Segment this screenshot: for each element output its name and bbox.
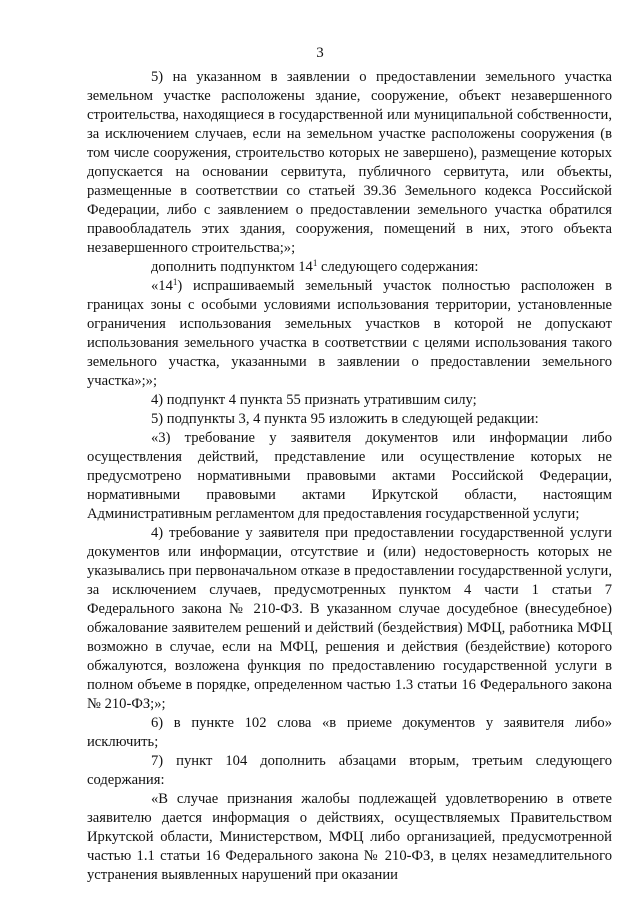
paragraph-item-6-text: 6) в пункте 102 слова «в приеме документов у заявителя либо» исключить; (87, 715, 612, 750)
paragraph-complaint-text: «В случае признания жалобы подлежащей удовлетворению в ответе заявителю дается информация о действиях, осуществляемых Правительством Иркутской области, Министерством, МФЦ либо организацией, предусмотренной частью 1.1 статьи 16 Федерального закона № 210-ФЗ, в целях незамедлительного устранения выявленных нарушений при оказании (87, 791, 612, 883)
superscript-1: 1 (312, 258, 318, 268)
paragraph-item-5-edit-text: 5) подпункты 3, 4 пункта 95 изложить в следующей редакции: (151, 411, 539, 427)
document-body (87, 68, 612, 885)
paragraph-subitem-3-text: «3) требование у заявителя документов или информации либо осуществления действий, представление или осуществление которых не предусмотрено нормативными правовыми актами Российской Федерации, нормативными правовыми актами Иркутской области, настоящим Административным регламентом для предоставления государственной услуги; (87, 430, 612, 522)
page-number: 3 (316, 45, 324, 61)
paragraph-14-1-content-text: «$14^1$) испрашиваемый земельный участок полностью расположен в границах зоны с особыми условиями использования территории, установленные ограничения использования земельных участков в которой не допускают использования земельного участка в соответствии с целями использования такого земельного участка, указанными в заявлении о предоставлении земельного участка»;»; (87, 277, 612, 389)
paragraph-item-4-text: 4) подпункт 4 пункта 55 признать утратившим силу; (151, 392, 477, 408)
paragraph-item-7-text: 7) пункт 104 дополнить абзацами вторым, третьим следующего содержания: (87, 753, 612, 788)
paragraph-item-5-text: 5) на указанном в заявлении о предоставлении земельного участка земельном участке расположены здание, сооружение, объект незавершенного строительства, находящиеся в государственной или муниципальной собственности, за исключением случаев, если на земельном участке расположены сооружения (в том числе сооружения, строительство которых не завершено), размещение которых допускается на основании сервитута, публичного сервитута, или объекты, размещенные в соответствии со статьей 39.36 Земельного кодекса Российской Федерации, либо с заявлением о предоставлении земельного участка обратился правообладатель этих здания, сооружения, помещений в них, этого объекта незавершенного строительства;»; (87, 69, 612, 256)
superscript-1: 1 (172, 277, 178, 287)
paragraph-subitem-4-text: 4) требование у заявителя при предоставлении государственной услуги документов или информации, отсутствие и (или) недостоверность которых не указывались при первоначальном отказе в предоставлении государственной услуги, за исключением случаев, предусмотренных пунктом 4 части 1 статьи 7 Федерального закона № 210-ФЗ. В указанном случае досудебное (внесудебное) обжалование заявителем решений и действий (бездействия) МФЦ, работника МФЦ возможно в случае, если на МФЦ, решения и действия (бездействие) которого обжалуются, возложена функция по предоставлению государственной услуги в полном объеме в порядке, определенном частью 1.3 статьи 16 Федерального закона № 210-ФЗ;»; (87, 525, 612, 712)
paragraph-add-14-1-text: дополнить подпунктом $14^1$ следующего содержания: (151, 258, 479, 275)
